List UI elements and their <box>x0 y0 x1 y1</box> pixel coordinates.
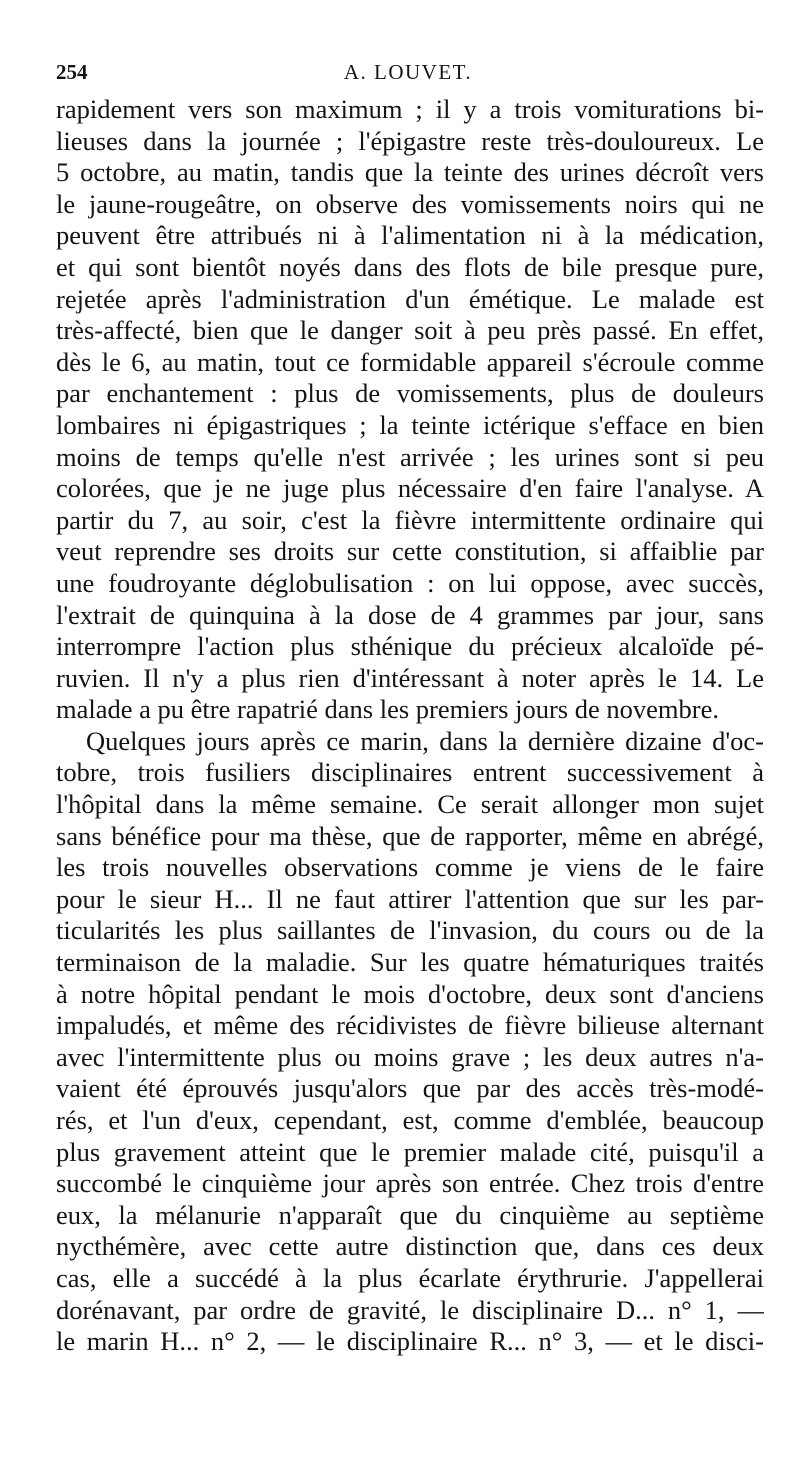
text-line: impaludés, et même des récidivistes de fièvre bilieuse alternant <box>56 1010 764 1041</box>
text-line: eux, la mélanurie n'apparaît que du cinquième au septième <box>56 1199 764 1230</box>
text-line: interrompre l'action plus sthénique du précieux alcaloïde pé- <box>56 631 764 662</box>
paragraph <box>56 726 764 1358</box>
text-line: malade a pu être rapatrié dans les premiers jours de novembre. <box>56 694 719 725</box>
text-line: à notre hôpital pendant le mois d'octobre, deux sont d'anciens <box>56 978 764 1009</box>
body-text <box>56 94 764 1358</box>
text-line: par enchantement : plus de vomissements, plus de douleurs <box>56 378 764 409</box>
text-line: rapidement vers son maximum ; il y a trois vomiturations bi- <box>56 94 764 124</box>
text-line: très-affecté, bien que le danger soit à peu près passé. En effet, <box>56 315 764 346</box>
text-line: tobre, trois fusiliers disciplinaires entrent successivement à <box>56 757 764 788</box>
text-line: pour le sieur H... Il ne faut attirer l'attention que sur les par- <box>56 883 764 914</box>
text-line: l'hôpital dans la même semaine. Ce serait allonger mon sujet <box>56 789 764 820</box>
text-line: lieuses dans la journée ; l'épigastre reste très-douloureux. Le <box>56 125 764 156</box>
text-line: nycthémère, avec cette autre distinction que, dans ces deux <box>56 1231 764 1262</box>
text-line: dorénavant, par ordre de gravité, le disciplinaire D... n° 1, — <box>56 1294 764 1325</box>
text-line: l'extrait de quinquina à la dose de 4 grammes par jour, sans <box>56 599 764 630</box>
text-line: ruvien. Il n'y a plus rien d'intéressant à noter après le 14. Le <box>56 662 764 693</box>
text-line: le jaune-rougeâtre, on observe des vomissements noirs qui ne <box>56 188 764 219</box>
page-header <box>56 60 760 90</box>
text-line: succombé le cinquième jour après son entrée. Chez trois d'entre <box>56 1168 764 1199</box>
text-line: une foudroyante déglobulisation : on lui oppose, avec succès, <box>56 567 764 598</box>
text-line: cas, elle a succédé à la plus écarlate érythrurie. J'appellerai <box>56 1262 764 1293</box>
text-line: partir du 7, au soir, c'est la fièvre intermittente ordinaire qui <box>56 504 764 535</box>
text-line: les trois nouvelles observations comme je viens de le faire <box>56 852 764 883</box>
text-line: peuvent être attribués ni à l'alimentation ni à la médication, <box>56 220 764 251</box>
text-line: terminaison de la maladie. Sur les quatre hématuriques traités <box>56 947 764 978</box>
text-line: et qui sont bientôt noyés dans des flots de bile presque pure, <box>56 251 764 282</box>
text-line: rés, et l'un d'eux, cependant, est, comme d'emblée, beaucoup <box>56 1105 764 1135</box>
text-line: sans bénéfice pour ma thèse, que de rapporter, même en abrégé, <box>56 820 764 851</box>
text-line: le marin H... n° 2, — le disciplinaire R... n° 3, — et le disci- <box>56 1326 764 1357</box>
text-line: Quelques jours après ce marin, dans la dernière dizaine d'oc- <box>86 725 764 756</box>
text-line: plus gravement atteint que le premier malade cité, puisqu'il a <box>56 1136 764 1167</box>
text-line: colorées, que je ne juge plus nécessaire d'en faire l'analyse. A <box>56 473 764 504</box>
text-line: veut reprendre ses droits sur cette constitution, si affaiblie par <box>56 536 764 567</box>
text-line: ticularités les plus saillantes de l'invasion, du cours ou de la <box>56 915 764 946</box>
text-line: vaient été éprouvés jusqu'alors que par des accès très-modé- <box>56 1073 764 1104</box>
text-line: rejetée après l'administration d'un émétique. Le malade est <box>56 283 764 314</box>
text-line: lombaires ni épigastriques ; la teinte ictérique s'efface en bien <box>56 409 764 440</box>
text-line: dès le 6, au matin, tout ce formidable appareil s'écroule comme <box>56 346 764 377</box>
page-number: 254 <box>56 60 88 84</box>
running-head: A. LOUVET. <box>343 60 473 84</box>
text-line: moins de temps qu'elle n'est arrivée ; les urines sont si peu <box>56 441 764 472</box>
text-line: 5 octobre, au matin, tandis que la teinte des urines décroît vers <box>56 157 764 188</box>
text-line: avec l'intermittente plus ou moins grave ; les deux autres n'a- <box>56 1041 764 1072</box>
paragraph <box>56 94 764 726</box>
